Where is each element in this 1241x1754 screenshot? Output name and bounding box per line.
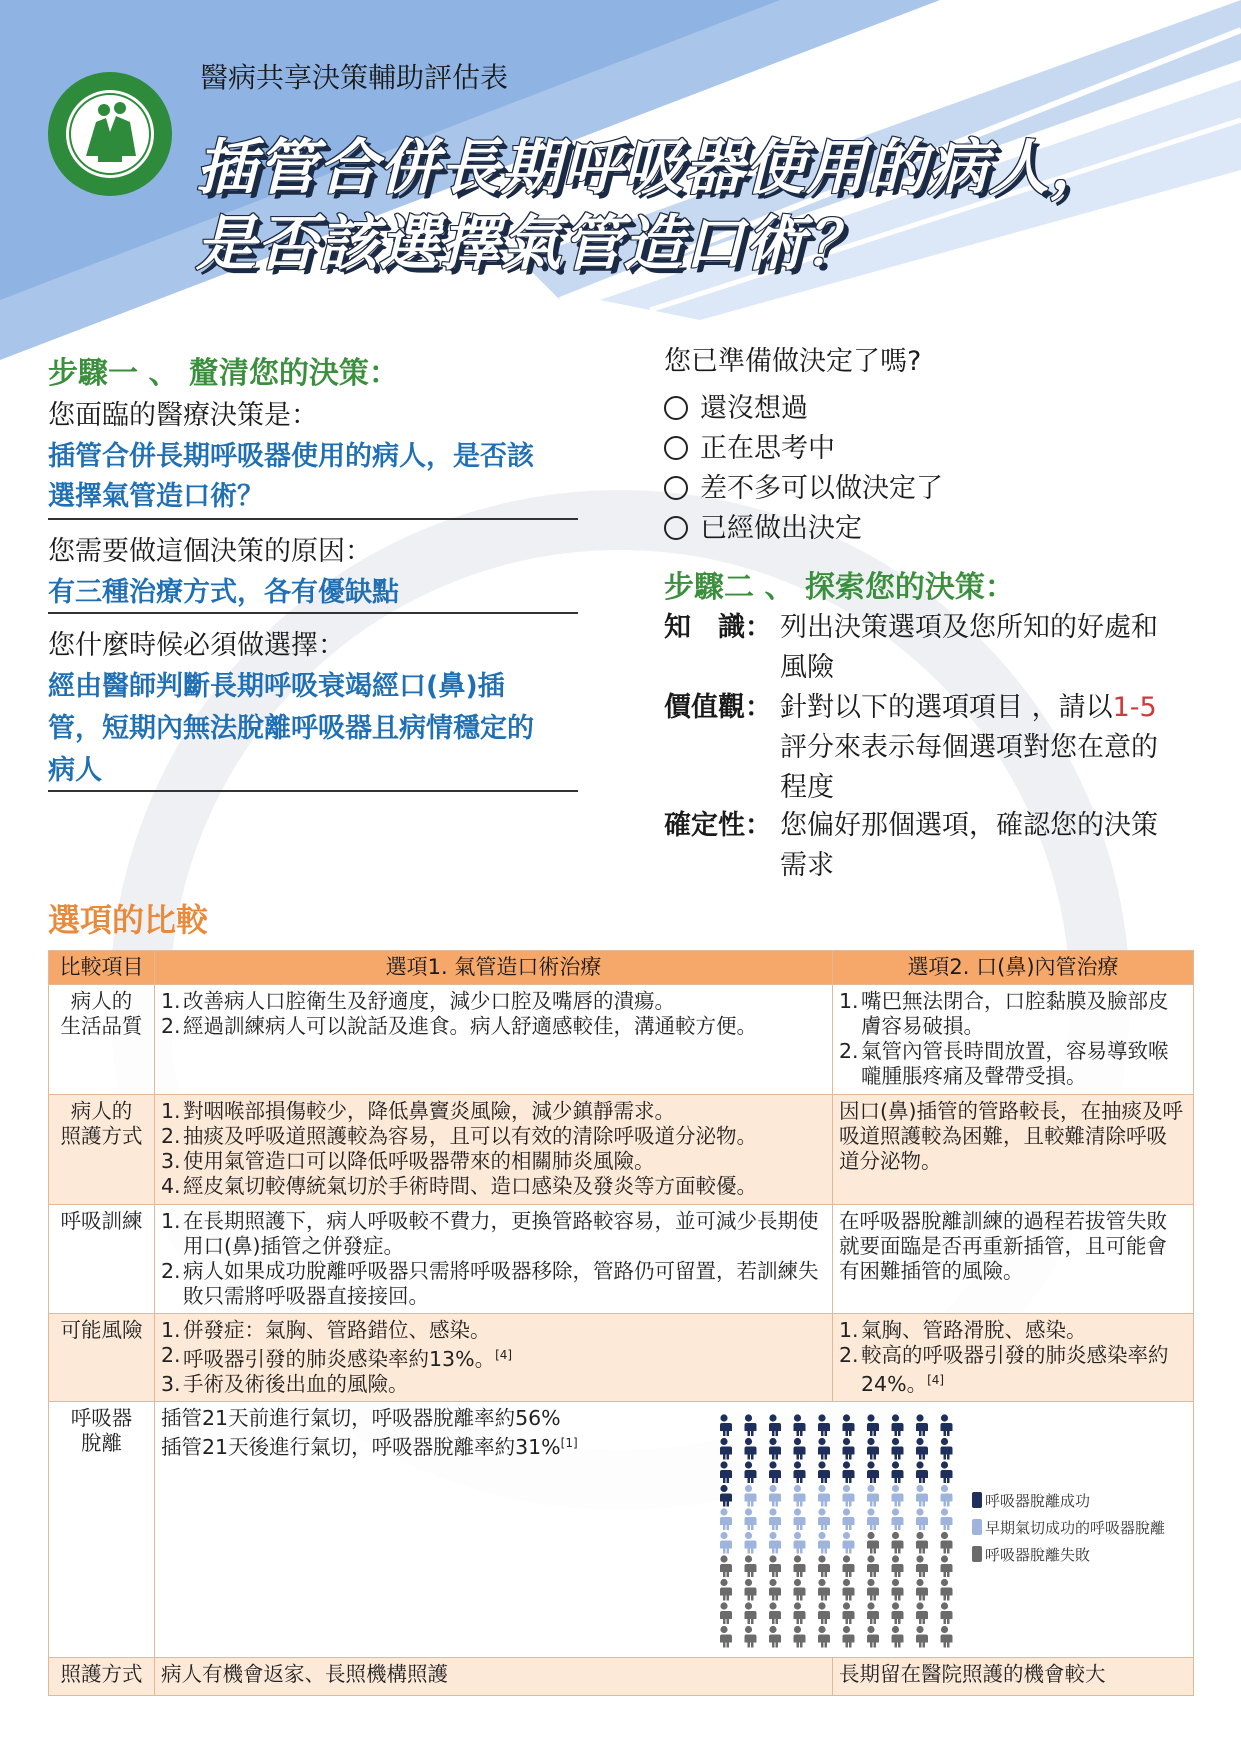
person-icon [718, 1414, 732, 1436]
person-icon [914, 1555, 928, 1577]
person-icon [841, 1461, 855, 1483]
title-line-2: 是否該選擇氣管造口術？ [196, 209, 867, 279]
person-icon [939, 1438, 953, 1460]
person-icon [816, 1626, 830, 1648]
person-icon [865, 1602, 879, 1624]
person-icon [816, 1602, 830, 1624]
decision-question: 您面臨的醫療決策是： [48, 400, 318, 431]
person-icon [890, 1579, 904, 1601]
person-icon [718, 1485, 732, 1507]
person-icon [743, 1485, 757, 1507]
ready-question: 您已準備做決定了嗎? [664, 346, 922, 377]
person-icon [865, 1555, 879, 1577]
list-item: 1. 併發症：氣胸、管路錯位、感染。 [161, 1318, 491, 1342]
person-icon [767, 1461, 781, 1483]
list-item: 1. 改善病人口腔衛生及舒適度，減少口腔及嘴唇的潰瘍。 [161, 989, 675, 1013]
legend-item-fail: 呼吸器脫離失敗 [972, 1544, 1090, 1565]
person-icon [743, 1602, 757, 1624]
person-icon [890, 1532, 904, 1554]
ready-option-1[interactable]: 還沒想過 [664, 386, 808, 425]
citation: [1] [560, 1436, 578, 1450]
person-icon [865, 1485, 879, 1507]
person-icon [718, 1532, 732, 1554]
person-icon [792, 1414, 806, 1436]
person-icon [914, 1461, 928, 1483]
person-icon [972, 1519, 982, 1535]
person-icon [939, 1485, 953, 1507]
person-icon [792, 1532, 806, 1554]
person-icon [972, 1492, 982, 1508]
knowledge-item: 知 識： 列出決策選項及您所知的好處和 風險 [664, 608, 1204, 688]
person-icon [939, 1532, 953, 1554]
person-icon [890, 1485, 904, 1507]
person-icon [792, 1626, 806, 1648]
list-item: 1. 氣胸、管路滑脫、感染。 [839, 1318, 1087, 1342]
person-icon [890, 1438, 904, 1460]
person-icon [816, 1461, 830, 1483]
ready-option-2[interactable]: 正在思考中 [664, 426, 835, 465]
list-item: 1. 對咽喉部損傷較少，降低鼻竇炎風險，減少鎮靜需求。 [161, 1099, 675, 1123]
values-item: 價值觀： 針對以下的選項項目 ，請以1-5 評分來表示每個選項對您在意的 程度 [664, 688, 1204, 808]
list-item: 2. 呼吸器引發的肺炎感染率約13%。[4] [161, 1343, 513, 1371]
person-icon [816, 1555, 830, 1577]
person-icon [718, 1461, 732, 1483]
person-icon [841, 1508, 855, 1530]
person-icon [914, 1414, 928, 1436]
col-header-option1: 選項1. 氣管造口術治療 [155, 951, 833, 985]
step2-heading: 步驟二 、 探索您的決策： [664, 570, 1015, 605]
person-icon [743, 1532, 757, 1554]
person-icon [792, 1485, 806, 1507]
list-item: 1. 嘴巴無法閉合，口腔黏膜及臉部皮膚容易破損。 [839, 989, 1169, 1038]
person-icon [841, 1485, 855, 1507]
person-icon [841, 1626, 855, 1648]
person-icon [914, 1626, 928, 1648]
values-label: 價值觀： [664, 692, 772, 723]
ready-option-3[interactable]: 差不多可以做決定了 [664, 466, 943, 505]
ready-option-4[interactable]: 已經做出決定 [664, 506, 862, 545]
list-item: 3. 手術及術後出血的風險。 [161, 1372, 409, 1396]
person-icon [890, 1626, 904, 1648]
list-item: 2. 經過訓練病人可以說話及進食。病人舒適感較佳，溝通較方便。 [161, 1014, 757, 1038]
person-icon [914, 1532, 928, 1554]
person-icon [865, 1508, 879, 1530]
person-icon [939, 1508, 953, 1530]
citation: [4] [495, 1348, 513, 1362]
person-icon [743, 1508, 757, 1530]
legend-item-success: 呼吸器脫離成功 [972, 1490, 1090, 1511]
table-row: 可能風險 1. 併發症：氣胸、管路錯位、感染。 2. 呼吸器引發的肺炎感染率約13%。[4] 3. 手術及術後出血的風險。 1. 氣胸、管路滑脫、感染。 2. 較高的呼吸器引發的肺炎感染率約24%。[4] [49, 1314, 1194, 1402]
citation: [4] [927, 1373, 945, 1387]
scale-range: 1-5 [1112, 692, 1157, 723]
person-icon [743, 1579, 757, 1601]
person-icon [743, 1414, 757, 1436]
person-icon [718, 1438, 732, 1460]
person-icon [718, 1555, 732, 1577]
person-icon [972, 1546, 982, 1562]
radio-circle[interactable] [664, 516, 688, 540]
list-item: 4. 經皮氣切較傳統氣切於手術時間、造口感染及發炎等方面較優。 [161, 1174, 757, 1198]
person-icon [890, 1508, 904, 1530]
person-icon [939, 1579, 953, 1601]
person-icon [841, 1555, 855, 1577]
person-icon [816, 1485, 830, 1507]
list-item: 2. 病人如果成功脫離呼吸器只需將呼吸器移除，管路仍可留置，若訓練失敗只需將呼吸器直接接回。 [161, 1259, 819, 1308]
person-icon [718, 1579, 732, 1601]
person-icon [914, 1485, 928, 1507]
person-icon [816, 1579, 830, 1601]
divider [48, 518, 578, 520]
reason-answer: 有三種治療方式，各有優缺點 [48, 577, 399, 608]
person-icon [816, 1438, 830, 1460]
person-icon [939, 1461, 953, 1483]
table-row: 照護方式 病人有機會返家、長照機構照護 長期留在醫院照護的機會較大 [49, 1658, 1194, 1696]
person-icon [767, 1438, 781, 1460]
person-icon [914, 1438, 928, 1460]
person-icon [890, 1555, 904, 1577]
list-item: 1. 在長期照護下，病人呼吸較不費力，更換管路較容易，並可減少長期使用口(鼻)插管之併發症。 [161, 1209, 819, 1258]
person-icon [816, 1532, 830, 1554]
person-icon [865, 1579, 879, 1601]
person-icon [865, 1461, 879, 1483]
certainty-label: 確定性： [664, 810, 772, 841]
person-icon [890, 1461, 904, 1483]
person-icon [767, 1508, 781, 1530]
person-icon [865, 1532, 879, 1554]
person-icon [939, 1555, 953, 1577]
form-subtitle: 醫病共享決策輔助評估表 [200, 61, 509, 94]
table-row: 病人的 照護方式 1. 對咽喉部損傷較少，降低鼻竇炎風險，減少鎮靜需求。 2. 抽痰及呼吸道照護較為容易，且可以有效的清除呼吸道分泌物。 3. 使用氣管造口可以降低呼吸器帶來的相關肺炎風險。 4. 經皮氣切較傳統氣切於手術時間、造口感染及發炎等方面較優。 因口(鼻)插管的管路較長，在抽痰及呼吸道照護較為困難，且較難清除呼吸道分泌物。 [49, 1095, 1194, 1205]
person-icon [914, 1602, 928, 1624]
list-item: 2. 抽痰及呼吸道照護較為容易，且可以有效的清除呼吸道分泌物。 [161, 1124, 757, 1148]
foundation-logo [46, 70, 174, 198]
list-item: 2. 較高的呼吸器引發的肺炎感染率約24%。[4] [839, 1343, 1169, 1396]
person-icon [939, 1414, 953, 1436]
person-icon [865, 1626, 879, 1648]
radio-circle[interactable] [664, 396, 688, 420]
person-icon [792, 1461, 806, 1483]
person-icon [792, 1579, 806, 1601]
person-icon [767, 1414, 781, 1436]
person-icon [890, 1414, 904, 1436]
timing-answer-line1: 經由醫師判斷長期呼吸衰竭經口(鼻)插 [48, 671, 505, 702]
person-icon [792, 1602, 806, 1624]
decision-answer-line1: 插管合併長期呼吸器使用的病人，是否該 [48, 441, 534, 472]
timing-question: 您什麼時候必須做選擇： [48, 630, 345, 661]
person-icon [718, 1508, 732, 1530]
radio-circle[interactable] [664, 476, 688, 500]
knowledge-label: 知 識： [664, 612, 772, 643]
person-icon [939, 1602, 953, 1624]
person-icon [767, 1602, 781, 1624]
list-item: 3. 使用氣管造口可以降低呼吸器帶來的相關肺炎風險。 [161, 1149, 655, 1173]
reason-question: 您需要做這個決策的原因： [48, 536, 372, 567]
person-icon [792, 1438, 806, 1460]
table-row: 病人的 生活品質 1. 改善病人口腔衛生及舒適度，減少口腔及嘴唇的潰瘍。 2. 經過訓練病人可以說話及進食。病人舒適感較佳，溝通較方便。 1. 嘴巴無法閉合，口腔黏膜及臉部皮膚容易破損。 2. 氣管內管長時間放置，容易導致喉嚨腫脹疼痛及聲帶受損。 [49, 985, 1194, 1095]
person-icon [841, 1602, 855, 1624]
divider [48, 612, 578, 614]
col-header-option2: 選項2. 口(鼻)內管治療 [833, 951, 1194, 985]
person-icon [816, 1508, 830, 1530]
person-icon [792, 1555, 806, 1577]
person-icon [841, 1414, 855, 1436]
person-icon [767, 1555, 781, 1577]
person-icon [792, 1508, 806, 1530]
person-icon [841, 1579, 855, 1601]
person-icon [718, 1626, 732, 1648]
comparison-heading: 選項的比較 [48, 901, 209, 939]
person-icon [743, 1461, 757, 1483]
person-icon [743, 1626, 757, 1648]
person-icon [841, 1438, 855, 1460]
legend-item-early: 早期氣切成功的呼吸器脫離 [972, 1517, 1165, 1538]
person-icon [865, 1438, 879, 1460]
person-icon [767, 1485, 781, 1507]
person-icon [743, 1555, 757, 1577]
person-icon [718, 1602, 732, 1624]
person-icon [890, 1602, 904, 1624]
timing-answer-line2: 管，短期內無法脫離呼吸器且病情穩定的 [48, 713, 534, 744]
person-icon [816, 1414, 830, 1436]
person-icon [939, 1626, 953, 1648]
person-icon [914, 1508, 928, 1530]
list-item: 2. 氣管內管長時間放置，容易導致喉嚨腫脹疼痛及聲帶受損。 [839, 1039, 1169, 1088]
certainty-item: 確定性： 您偏好那個選項，確認您的決策 需求 [664, 806, 1204, 886]
col-header-item: 比較項目 [49, 951, 155, 985]
divider [48, 790, 578, 792]
person-icon [767, 1532, 781, 1554]
person-icon [914, 1579, 928, 1601]
person-icon [767, 1626, 781, 1648]
radio-circle[interactable] [664, 436, 688, 460]
step1-heading: 步驟一 、 釐清您的決策： [48, 356, 399, 391]
person-icon [743, 1438, 757, 1460]
timing-answer-line3: 病人 [48, 755, 102, 786]
person-icon [767, 1579, 781, 1601]
person-icon [841, 1532, 855, 1554]
table-row: 呼吸訓練 1. 在長期照護下，病人呼吸較不費力，更換管路較容易，並可減少長期使用口(鼻)插管之併發症。 2. 病人如果成功脫離呼吸器只需將呼吸器移除，管路仍可留置，若訓練失敗只需將呼吸器直接接回。 在呼吸器脫離訓練的過程若拔管失敗就要面臨是否再重新插管，且可能會有困難插管的風險。 [49, 1205, 1194, 1314]
title-line-1: 插管合併長期呼吸器使用的病人， [196, 133, 1111, 203]
person-icon [865, 1414, 879, 1436]
table-row-weaning: 呼吸器 脫離 插管21天前進行氣切，呼吸器脫離率約56% 插管21天後進行氣切，呼吸器脫離率約31%[1] [49, 1402, 1194, 1658]
decision-answer-line2: 選擇氣管造口術？ [48, 481, 264, 512]
